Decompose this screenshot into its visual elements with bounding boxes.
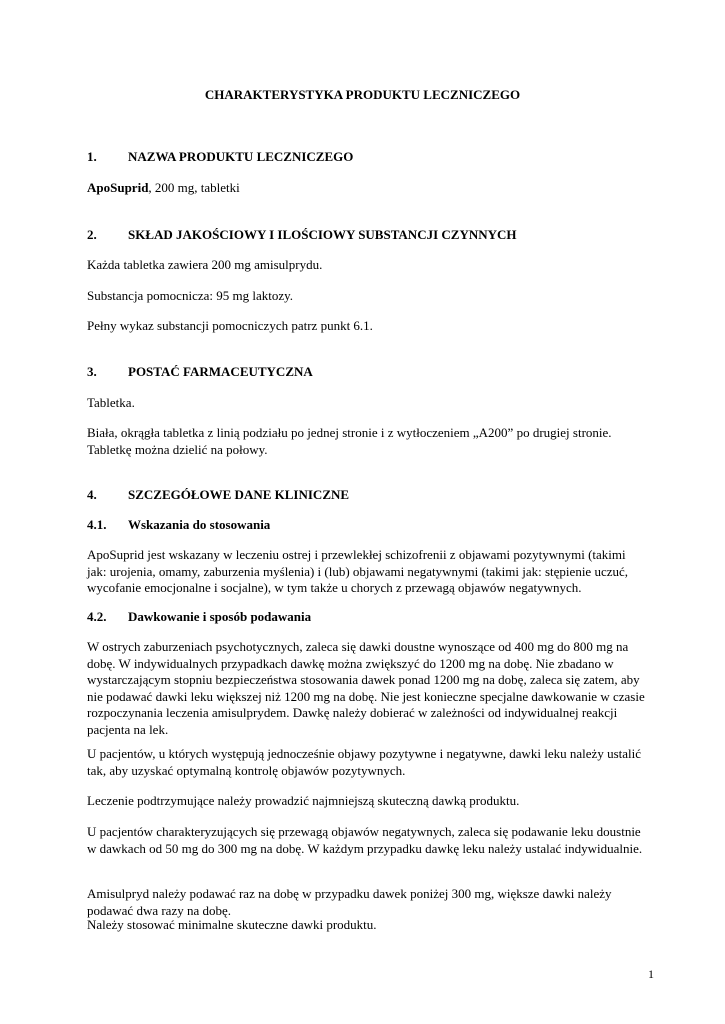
section-number: 4.1.: [87, 517, 107, 532]
paragraph: ApoSuprid jest wskazany w leczeniu ostrej i przewlekłej schizofrenii z objawami pozytywnymi (takimi jak: urojenia, omamy, zaburzenia myślenia) i (lub) objawami negatywnymi (takimi jak: stępienie uczuć, wycofanie emocjonalne i socjalne), w tym także u chorych z przewagą objawów negatywnych.: [87, 547, 629, 596]
page-number: 1: [648, 967, 654, 981]
product-name-bold: ApoSuprid: [87, 180, 149, 195]
section-3-heading: [87, 364, 313, 380]
product-name: [87, 180, 647, 197]
subsection-4-1-heading: [87, 517, 270, 533]
section-number: 2.: [87, 227, 97, 242]
paragraph: W ostrych zaburzeniach psychotycznych, zaleca się dawki doustne wynoszące od 400 mg do 800 mg na dobę. W indywidualnych przypadkach dawkę można zwiększyć do 1200 mg na dobę. Nie zbadano w wystarczającym stopniu bezpieczeństwa stosowania dawek ponad 1200 mg na dobę, zaleca się zatem, aby nie podawać dawki leku większej niż 1200 mg na dobę. Nie jest konieczne specjalne dawkowanie w czasie rozpoczynania leczenia amisulprydem. Dawkę należy dobierać w zależności od indywidualnej reakcji pacjenta na lek.: [87, 639, 645, 737]
paragraph: Pełny wykaz substancji pomocniczych patrz punkt 6.1.: [87, 318, 373, 333]
section-title: Dawkowanie i sposób podawania: [128, 609, 312, 624]
paragraph: Substancja pomocnicza: 95 mg laktozy.: [87, 288, 294, 303]
section-1-heading: [87, 149, 353, 165]
section-number: 3.: [87, 364, 97, 379]
paragraph: Każda tabletka zawiera 200 mg amisulprydu.: [87, 257, 323, 272]
paragraph: Biała, okrągła tabletka z linią podziału po jednej stronie i z wytłoczeniem „A200” po drugiej stronie. Tabletkę można dzielić na połowy.: [87, 425, 612, 457]
section-title: SKŁAD JAKOŚCIOWY I ILOŚCIOWY SUBSTANCJI CZYNNYCH: [128, 227, 517, 242]
section-number: 1.: [87, 149, 97, 164]
section-title: POSTAĆ FARMACEUTYCZNA: [128, 364, 313, 379]
section-number: 4.: [87, 487, 97, 502]
product-name-strength: , 200 mg, tabletki: [148, 180, 240, 195]
paragraph: U pacjentów, u których występują jednocześnie objawy pozytywne i negatywne, dawki leku należy ustalić tak, aby uzyskać optymalną kontrolę objawów pozytywnych.: [87, 746, 642, 778]
paragraph: U pacjentów charakteryzujących się przewagą objawów negatywnych, zaleca się podawanie leku doustnie w dawkach od 50 mg do 300 mg na dobę. W każdym przypadku dawkę leku należy ustalać indywidualnie.: [87, 824, 643, 856]
section-title: NAZWA PRODUKTU LECZNICZEGO: [128, 149, 354, 164]
paragraph: Tabletka.: [87, 395, 135, 410]
paragraph: Amisulpryd należy podawać raz na dobę w przypadku dawek poniżej 300 mg, większe dawki należy podawać dwa razy na dobę.: [87, 886, 612, 918]
paragraph: Należy stosować minimalne skuteczne dawki produktu.: [87, 917, 377, 932]
section-2-heading: [87, 227, 517, 243]
section-4-heading: [87, 487, 349, 503]
subsection-4-2-heading: [87, 609, 311, 625]
section-title: Wskazania do stosowania: [128, 517, 271, 532]
paragraph: Leczenie podtrzymujące należy prowadzić najmniejszą skuteczną dawką produktu.: [87, 793, 520, 808]
document-title: CHARAKTERYSTYKA PRODUKTU LECZNICZEGO: [204, 87, 521, 102]
section-title: SZCZEGÓŁOWE DANE KLINICZNE: [128, 487, 350, 502]
section-number: 4.2.: [87, 609, 107, 624]
